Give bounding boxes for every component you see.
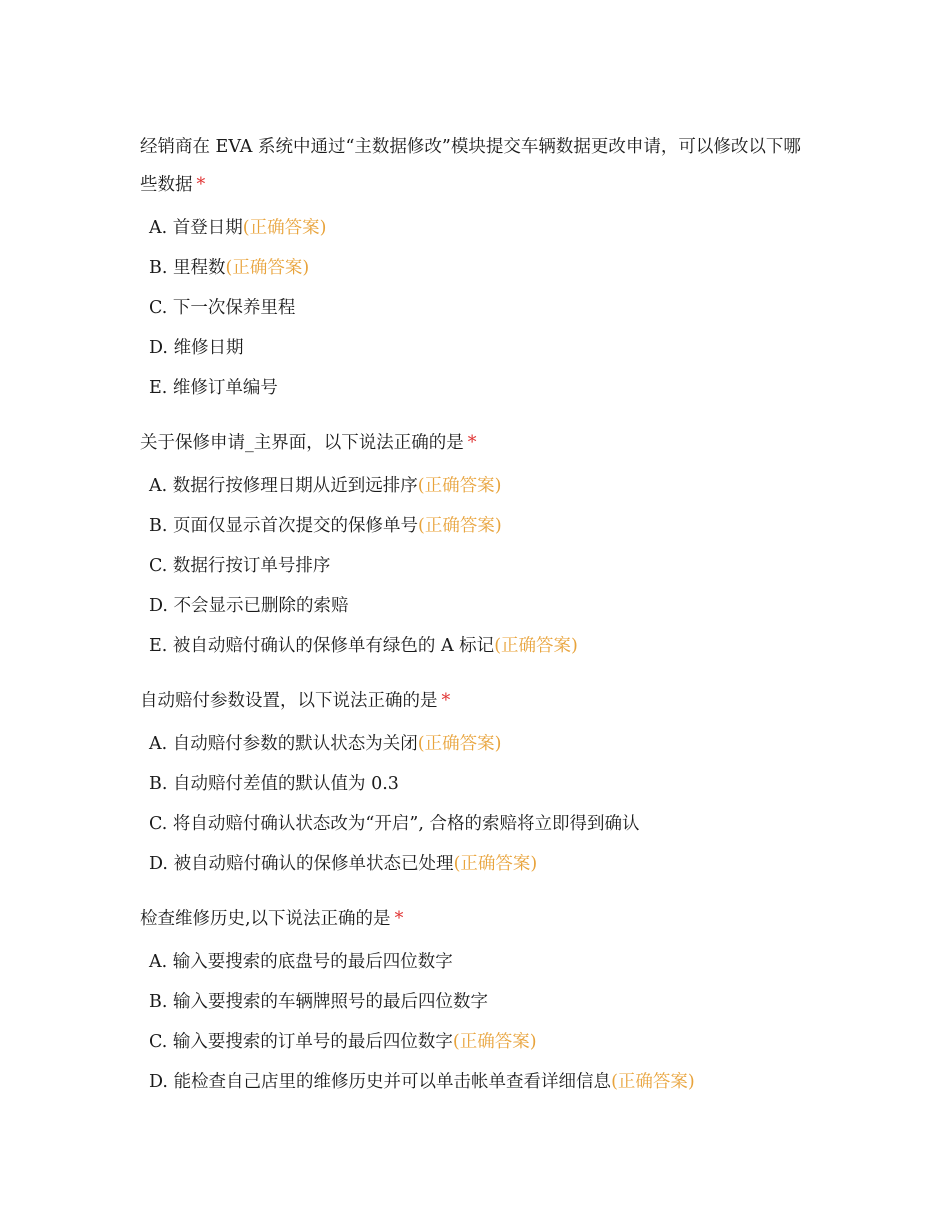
option-a xyxy=(140,466,810,506)
correct-answer-tag: (正确答案) xyxy=(242,218,327,238)
question-3 xyxy=(140,682,810,884)
option-text: 不会显示已删除的索赔 xyxy=(173,596,349,616)
option-text: 将自动赔付确认状态改为“开启”, 合格的索赔将立即得到确认 xyxy=(172,814,640,834)
required-asterisk: * xyxy=(394,909,404,929)
option-letter: D. xyxy=(149,338,168,358)
option-text: 下一次保养里程 xyxy=(172,298,296,318)
option-letter: B. xyxy=(149,516,168,536)
question-1 xyxy=(140,128,810,408)
option-text: 数据行按修理日期从近到远排序 xyxy=(172,476,418,496)
option-letter: E. xyxy=(149,378,168,398)
option-text: 自动赔付参数的默认状态为关闭 xyxy=(172,734,418,754)
question-text: 检查维修历史,以下说法正确的是 xyxy=(140,909,391,929)
question-title xyxy=(140,900,810,938)
option-c xyxy=(140,1022,810,1062)
option-letter: E. xyxy=(149,636,168,656)
question-2 xyxy=(140,424,810,666)
option-letter: C. xyxy=(149,814,168,834)
quiz-answer-sheet xyxy=(140,128,810,1118)
question-text: 经销商在 EVA 系统中通过“主数据修改”模块提交车辆数据更改申请，可以修改以下哪些数据 xyxy=(140,137,801,195)
option-text: 维修日期 xyxy=(173,338,244,358)
option-e xyxy=(140,368,810,408)
option-letter: B. xyxy=(149,774,168,794)
option-letter: D. xyxy=(149,596,168,616)
option-text: 里程数 xyxy=(173,258,226,278)
option-b xyxy=(140,248,810,288)
option-b xyxy=(140,506,810,546)
option-text: 输入要搜索的订单号的最后四位数字 xyxy=(172,1032,453,1052)
option-letter: B. xyxy=(149,258,168,278)
question-text: 自动赔付参数设置，以下说法正确的是 xyxy=(140,691,438,711)
option-d xyxy=(140,844,810,884)
question-text: 关于保修申请_主界面，以下说法正确的是 xyxy=(140,433,464,453)
option-letter: B. xyxy=(149,992,168,1012)
option-text: 能检查自己店里的维修历史并可以单击帐单查看详细信息 xyxy=(173,1072,612,1092)
question-title xyxy=(140,424,810,462)
question-title xyxy=(140,128,810,204)
option-text: 被自动赔付确认的保修单状态已处理 xyxy=(173,854,454,874)
option-text: 首登日期 xyxy=(172,218,243,238)
option-text: 自动赔付差值的默认值为 0.3 xyxy=(173,774,399,794)
option-letter: C. xyxy=(149,1032,168,1052)
option-letter: C. xyxy=(149,298,168,318)
option-text: 维修订单编号 xyxy=(172,378,278,398)
option-text: 数据行按订单号排序 xyxy=(172,556,331,576)
option-c xyxy=(140,804,810,844)
option-a xyxy=(140,208,810,248)
option-c xyxy=(140,546,810,586)
option-d xyxy=(140,328,810,368)
correct-answer-tag: (正确答案) xyxy=(611,1072,695,1092)
option-letter: C. xyxy=(149,556,168,576)
option-b xyxy=(140,982,810,1022)
required-asterisk: * xyxy=(196,175,206,195)
option-c xyxy=(140,288,810,328)
option-text: 输入要搜索的车辆牌照号的最后四位数字 xyxy=(173,992,489,1012)
question-title xyxy=(140,682,810,720)
correct-answer-tag: (正确答案) xyxy=(453,854,538,874)
correct-answer-tag: (正确答案) xyxy=(452,1032,537,1052)
required-asterisk: * xyxy=(467,433,477,453)
required-asterisk: * xyxy=(441,691,451,711)
correct-answer-tag: (正确答案) xyxy=(225,258,310,278)
option-letter: A. xyxy=(149,476,168,496)
question-4 xyxy=(140,900,810,1102)
option-a xyxy=(140,942,810,982)
option-text: 输入要搜索的底盘号的最后四位数字 xyxy=(172,952,453,972)
option-text: 被自动赔付确认的保修单有绿色的 A 标记 xyxy=(172,636,495,656)
option-text: 页面仅显示首次提交的保修单号 xyxy=(173,516,419,536)
option-letter: D. xyxy=(149,854,168,874)
option-letter: A. xyxy=(149,218,168,238)
correct-answer-tag: (正确答案) xyxy=(417,734,502,754)
correct-answer-tag: (正确答案) xyxy=(417,476,502,496)
option-d xyxy=(140,1062,810,1102)
option-d xyxy=(140,586,810,626)
option-b xyxy=(140,764,810,804)
option-letter: A. xyxy=(149,952,168,972)
option-e xyxy=(140,626,810,666)
option-letter: A. xyxy=(149,734,168,754)
correct-answer-tag: (正确答案) xyxy=(494,636,578,656)
option-a xyxy=(140,724,810,764)
option-letter: D. xyxy=(149,1072,168,1092)
correct-answer-tag: (正确答案) xyxy=(418,516,502,536)
